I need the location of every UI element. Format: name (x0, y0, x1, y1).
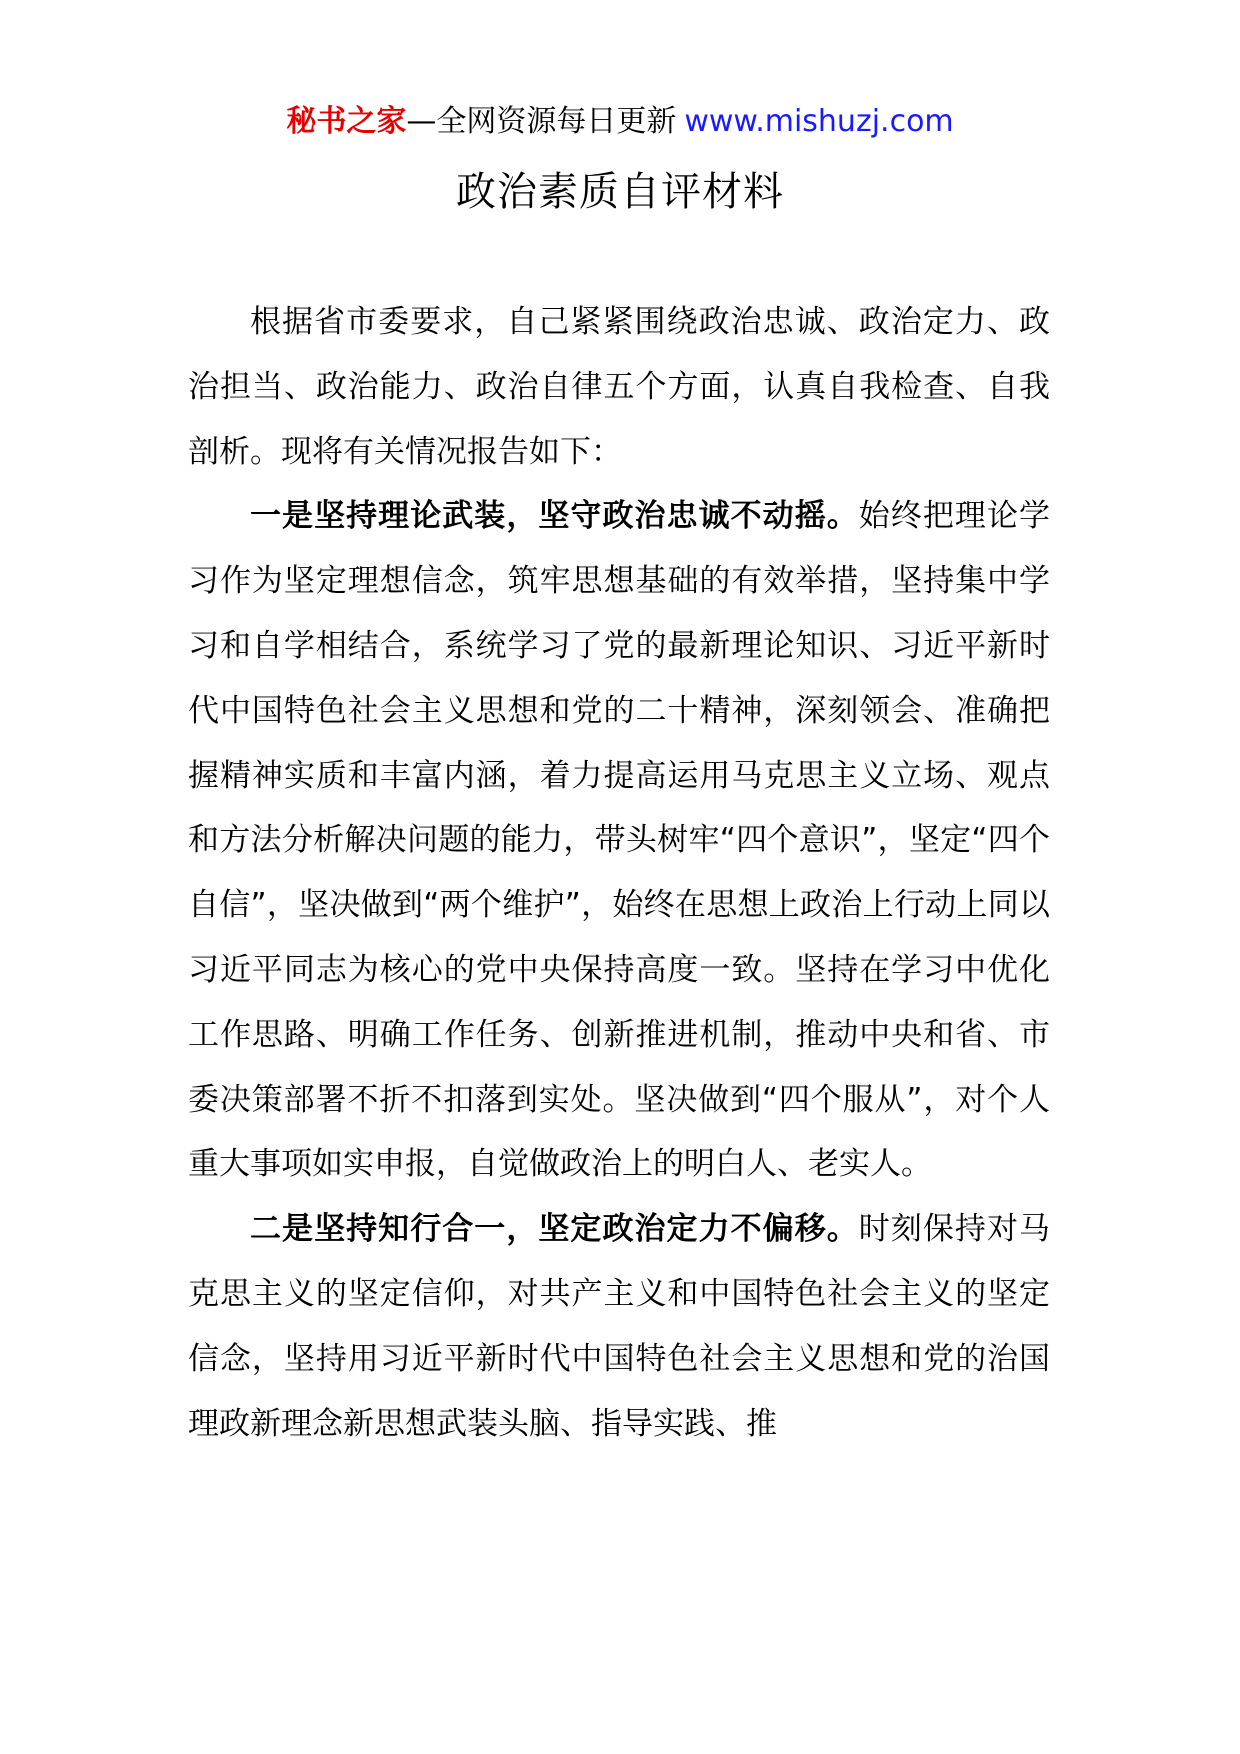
paragraph-lead: 二是坚持知行合一，坚定政治定力不偏移。 (250, 1211, 859, 1248)
site-name: 秘书之家 (286, 104, 407, 139)
site-slogan: —全网资源每日更新 (406, 104, 677, 139)
paragraph-text: 时刻保持对马克思主义的坚定信仰，对共产主义和中国特色社会主义的坚定信念，坚持用习近平新时代中国特色社会主义思想和党的治国理政新理念新思想武装头脑、指导实践、推 (188, 1211, 1051, 1442)
paragraph-point-one (188, 484, 1050, 1197)
paragraph-point-two (188, 1197, 1050, 1456)
site-header (0, 100, 1240, 144)
paragraph-text: 根据省市委要求，自己紧紧围绕政治忠诚、政治定力、政治担当、政治能力、政治自律五个方面，认真自我检查、自我剖析。现将有关情况报告如下： (188, 304, 1050, 470)
page-title: 政治素质自评材料 (456, 169, 784, 215)
site-url-link[interactable]: www.mishuzj.com (684, 104, 954, 139)
paragraph-intro (188, 290, 1050, 484)
document-body (188, 290, 1050, 1456)
paragraph-lead: 一是坚持理论武装，坚守政治忠诚不动摇。 (250, 498, 859, 535)
paragraph-text: 始终把理论学习作为坚定理想信念，筑牢思想基础的有效举措，坚持集中学习和自学相结合，系统学习了党的最新理论知识、习近平新时代中国特色社会主义思想和党的二十精神，深刻领会、准确把握精神实质和丰富内涵，着力提高运用马克思主义立场、观点和方法分析解决问题的能力，带头树牢“四个意识”，坚定“四个自信”，坚决做到“两个维护”，始终在思想上政治上行动上同以习近平同志为核心的党中央保持高度一致。坚持在学习中优化工作思路、明确工作任务、创新推进机制，推动中央和省、市委决策部署不折不扣落到实处。坚决做到“四个服从”，对个人重大事项如实申报，自觉做政治上的明白人、老实人。 (188, 498, 1051, 1183)
